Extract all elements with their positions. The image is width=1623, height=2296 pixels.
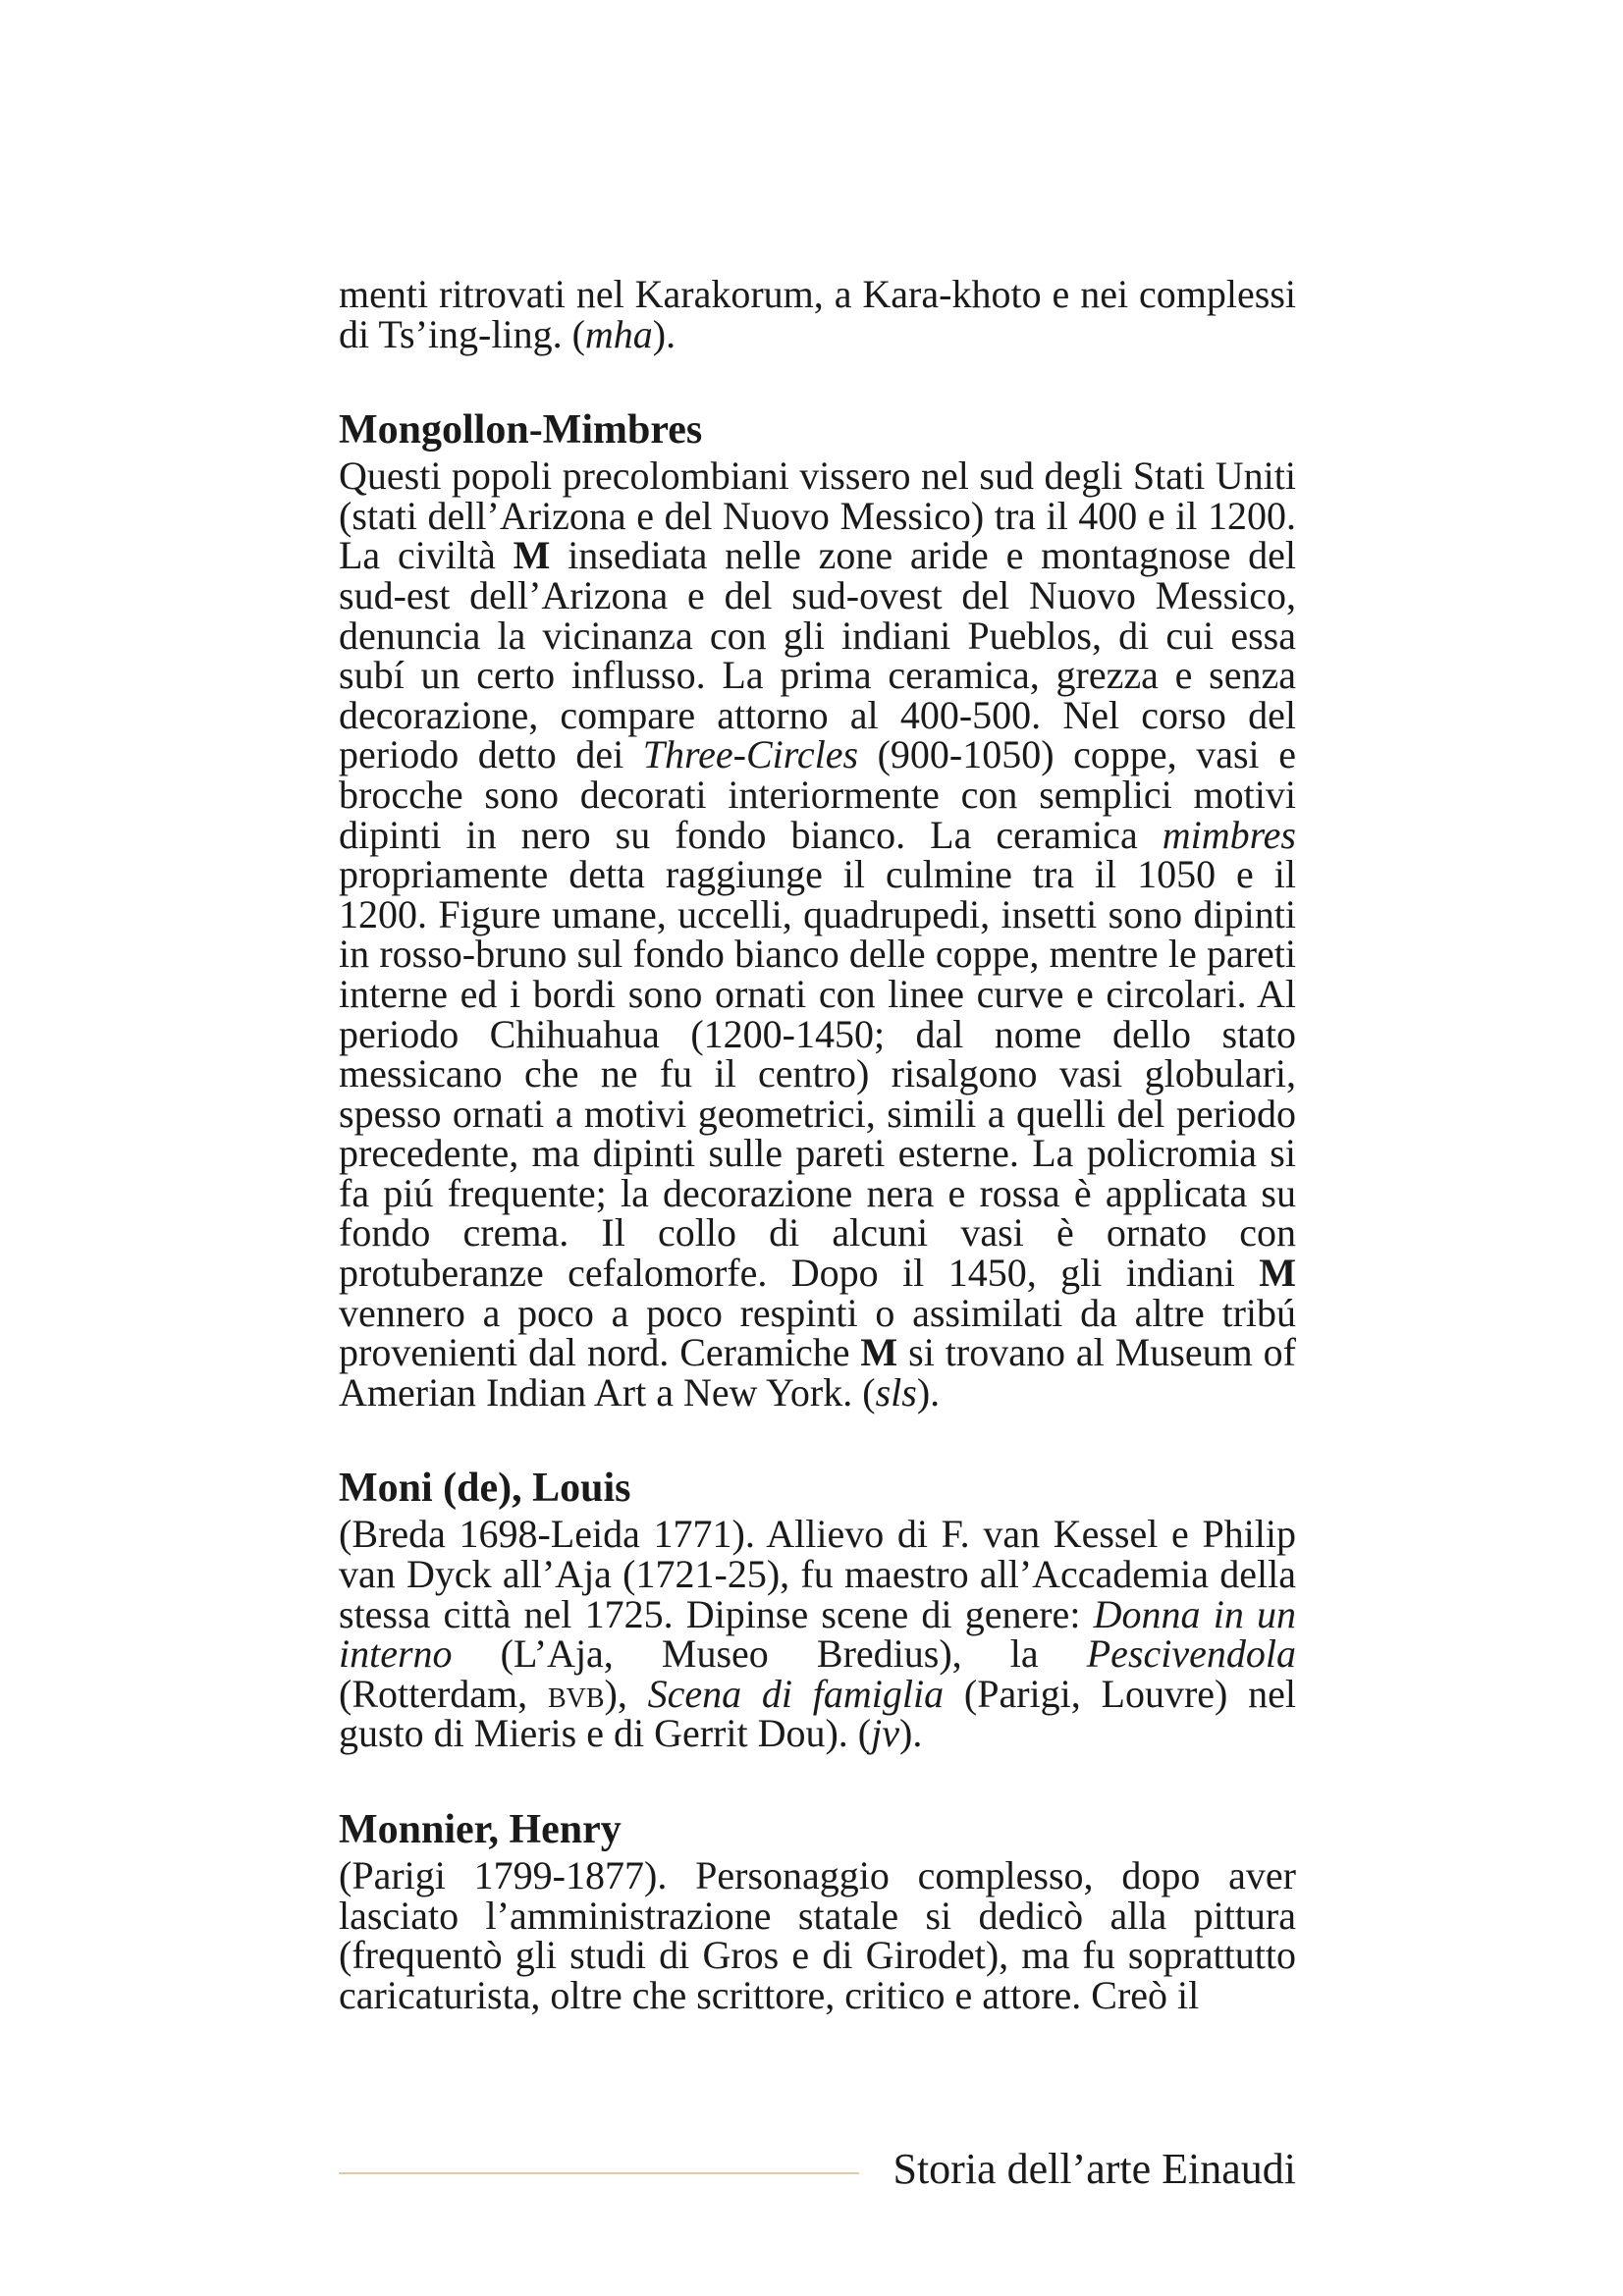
- italic-run: jv: [871, 1711, 900, 1756]
- text-run: si trovano al Museum of Amerian Indian Art a New York. (: [339, 1330, 1296, 1415]
- entry-moni-louis: [339, 1464, 1296, 1754]
- page-body: [339, 272, 1297, 2017]
- text-run: ),: [604, 1671, 648, 1716]
- text-run: menti ritrovati nel Karakorum, a Kara-khoto e nei complessi di Ts’ing-ling. (: [339, 272, 1296, 356]
- text-run: propriamente detta raggiunge il culmine tra il 1050 e il 1200. Figure umane, uccelli, quadrupedi, insetti sono dipinti in rosso-bruno sul fondo bianco delle coppe, mentre le pareti interne ed i bordi sono ornati con linee curve e circolari. Al periodo Chihuahua (1200-1450; dal nome dello stato messicano che ne fu il centro) risalgono vasi globulari, spesso ornati a motivi geometrici, simili a quelli del periodo precedente, ma dipinti sulle pareti esterne. La policromia si fa piú frequente; la decorazione nera e rossa è applicata su fondo crema. Il collo di alcuni vasi è ornato con protuberanze cefalomorfe. Dopo il 1450, gli indiani: [339, 852, 1296, 1296]
- entry-monnier-henry: [339, 1805, 1296, 2015]
- footer-publication-title: Storia dell’arte Einaudi: [893, 2145, 1296, 2193]
- text-run: Questi popoli precolombiani vissero nel sud degli Stati Uniti (stati dell’Arizona e del Nuovo Messico) tra il 400 e il 1200. La civiltà: [339, 454, 1296, 578]
- italic-run: Donna in un interno: [339, 1591, 1297, 1677]
- text-run: (Rotterdam,: [339, 1671, 548, 1716]
- text-run: vennero a poco a poco respinti o assimilati da altre tribú provenienti dal nord. Ceramiche: [339, 1290, 1296, 1375]
- text-run: (Breda 1698-Leida 1771). Allievo di F. van Kessel e Philip van Dyck all’Aja (1721-25), fu maestro all’Accademia della stessa città nel 1725. Dipinse scene di genere:: [339, 1512, 1296, 1636]
- text-run: (Parigi, Louvre) nel gusto di Mieris e di Gerrit Dou). (: [339, 1671, 1297, 1756]
- entry-heading: Mongollon-Mimbres: [339, 407, 703, 454]
- page-footer: [339, 2140, 1296, 2199]
- entry-continuation-text: [339, 272, 1296, 356]
- text-run: (Parigi 1799-1877). Personaggio complesso, dopo aver lasciato l’amministrazione statale si dedicò alla pittura (frequentò gli studi di Gros e di Girodet), ma fu soprattutto caricaturista, oltre che scrittore, critico e attore. Creò il: [339, 1853, 1296, 2017]
- text-run: (L’Aja, Museo Bredius), la: [452, 1631, 1087, 1677]
- entry-heading: Monnier, Henry: [339, 1807, 622, 1852]
- text-run: ).: [916, 1369, 941, 1415]
- entry-text: [339, 456, 1296, 1413]
- footer-divider: [339, 2172, 859, 2174]
- italic-run: Scena di famiglia: [647, 1671, 945, 1716]
- bold-run: M: [860, 1330, 898, 1375]
- entry-text: [339, 1512, 1297, 1756]
- bold-run: M: [513, 533, 551, 578]
- italic-run: sls: [875, 1369, 917, 1415]
- small-caps-run: bvb: [547, 1671, 605, 1716]
- italic-run: mha: [584, 311, 653, 356]
- entry-mongollon-mimbres: [339, 405, 1296, 1413]
- italic-run: Three-Circles: [642, 732, 859, 777]
- text-run: (900-1050) coppe, vasi e brocche sono decorati interiormente con semplici motivi dipinti in nero su fondo bianco. La ceramica: [339, 732, 1297, 857]
- bold-run: M: [1259, 1251, 1296, 1296]
- text-run: ).: [899, 1711, 923, 1756]
- italic-run: Pescivendola: [1086, 1631, 1296, 1677]
- text-run: insediata nelle zone aride e montagnose del sud-est dell’Arizona e del sud-ovest del Nuovo Messico, denuncia la vicinanza con gli indiani Pueblos, di cui essa subí un certo influsso. La prima ceramica, grezza e senza decorazione, compare attorno al 400-500. Nel corso del periodo detto dei: [339, 533, 1296, 777]
- italic-run: mimbres: [1162, 812, 1296, 857]
- text-run: ).: [652, 311, 676, 356]
- entry-heading: Moni (de), Louis: [339, 1466, 631, 1512]
- entry-text: [339, 1853, 1296, 2017]
